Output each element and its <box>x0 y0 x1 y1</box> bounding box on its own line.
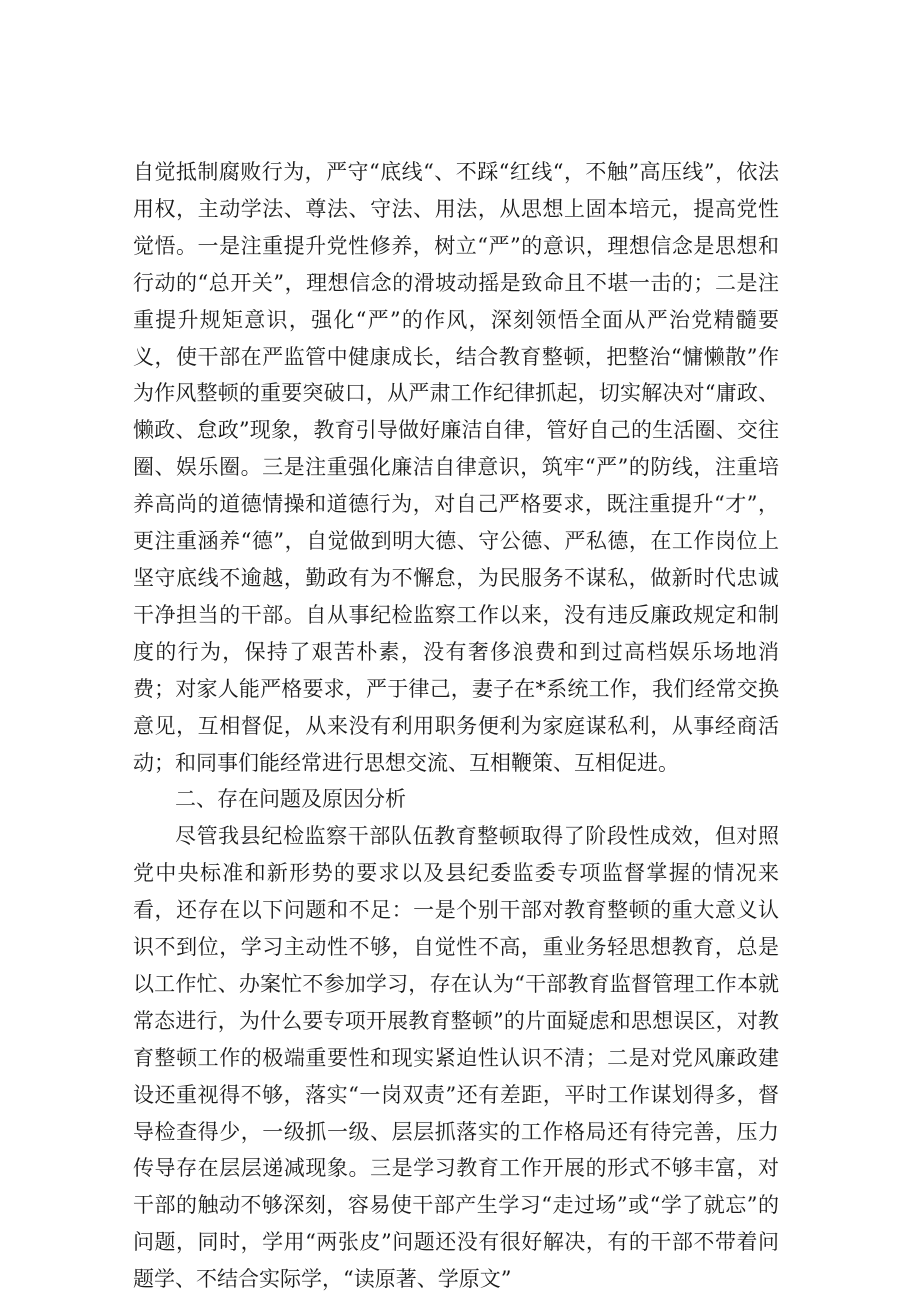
body-paragraph-continued: 自觉抵制腐败行为，严守“底线“、不踩“红线“，不触”高压线”，依法用权，主动学法、尊法、守法、用法，从思想上固本培元，提高党性觉悟。一是注重提升党性修养，树立“严”的意识，理想信念是思想和行动的“总开关”，理想信念的滑坡动摇是致命且不堪一击的；二是注重提升规矩意识，强化“严”的作风，深刻领悟全面从严治党精髓要义，使干部在严监管中健康成长，结合教育整顿，把整治“慵懒散”作为作风整顿的重要突破口，从严肃工作纪律抓起，切实解决对“庸政、懒政、怠政”现象，教育引导做好廉洁自律，管好自己的生活圈、交往圈、娱乐圈。三是注重强化廉洁自律意识，筑牢“严”的防线，注重培养高尚的道德情操和道德行为，对自己严格要求，既注重提升“才”，更注重涵养“德”，自觉做到明大德、守公德、严私德，在工作岗位上坚守底线不逾越，勤政有为不懈怠，为民服务不谋私，做新时代忠诚干净担当的干部。自从事纪检监察工作以来，没有违反廉政规定和制度的行为，保持了艰苦朴素，没有奢侈浪费和到过高档娱乐场地消费；对家人能严格要求，严于律己，妻子在*系统工作，我们经常交换意见，互相督促，从来没有利用职务便利为家庭谋私利，从事经商活动；和同事们能经常进行思想交流、互相鞭策、互相促进。 <box>133 160 779 775</box>
body-paragraph: 尽管我县纪检监察干部队伍教育整顿取得了阶段性成效，但对照党中央标准和新形势的要求以及县纪委监委专项监督掌握的情况来看，还存在以下问题和不足：一是个别干部对教育整顿的重大意义认识不到位，学习主动性不够，自觉性不高，重业务轻思想教育，总是以工作忙、办案忙不参加学习，存在认为“干部教育监督管理工作本就常态进行，为什么要专项开展教育整顿”的片面疑虑和思想误区，对教育整顿工作的极端重要性和现实紧迫性认识不清；二是对党风廉政建设还重视得不够，落实“一岗双责”还有差距，平时工作谋划得多，督导检查得少，一级抓一级、层层抓落实的工作格局还有待完善，压力传导存在层层递减现象。三是学习教育工作开展的形式不够丰富，对干部的触动不够深刻，容易使干部产生学习“走过场”或“学了就忘”的问题，同时，学用“两张皮”问题还没有很好解决，有的干部不带着问题学、不结合实际学，“读原著、学原文” <box>133 824 779 1292</box>
document-body <box>133 154 779 1298</box>
section-heading: 二、存在问题及原因分析 <box>175 787 406 812</box>
